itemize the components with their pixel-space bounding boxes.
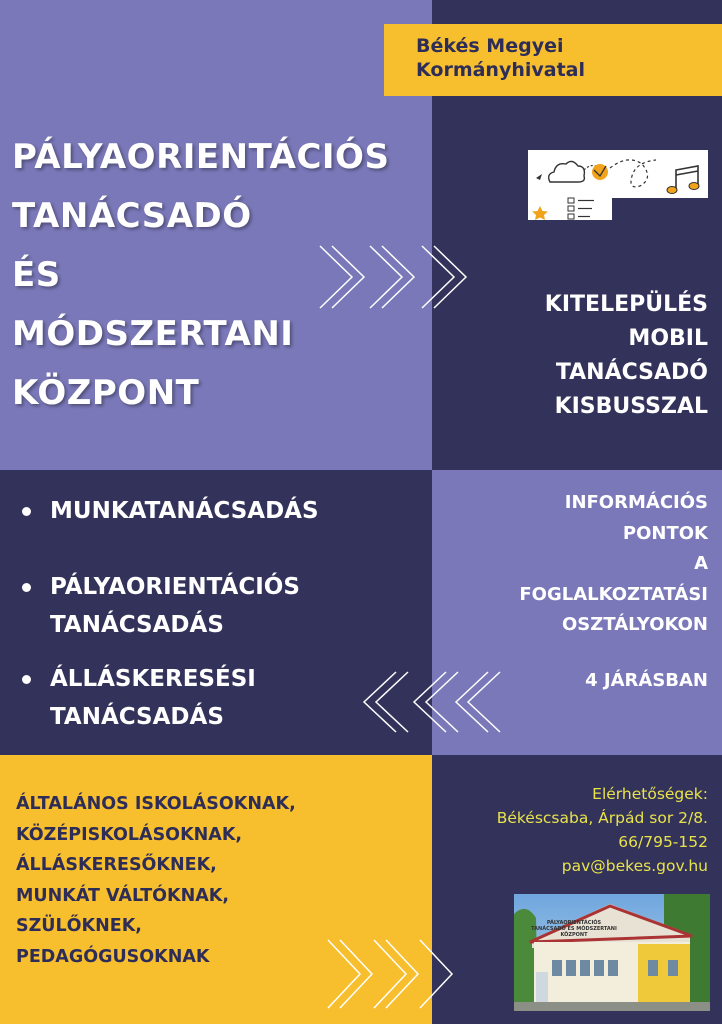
target-group: SZÜLŐKNEK, xyxy=(16,916,142,936)
organization-badge xyxy=(384,24,722,96)
window xyxy=(668,960,678,976)
main-title-line: MÓDSZERTANI xyxy=(12,314,294,354)
target-group: MUNKÁT VÁLTÓKNAK, xyxy=(16,885,229,906)
service-item xyxy=(22,568,319,644)
service-label: MUNKATANÁCSADÁS xyxy=(50,498,319,524)
organization-name-line1: Békés Megyei xyxy=(416,35,564,57)
target-groups xyxy=(16,789,296,972)
info-line: INFORMÁCIÓS xyxy=(564,492,708,513)
target-group: ÁLLÁSKERESŐKNEK, xyxy=(16,855,217,875)
window xyxy=(648,960,658,976)
pavement xyxy=(514,1002,710,1011)
mobile-consulting-text xyxy=(545,288,708,424)
target-group: PEDAGÓGUSOKNAK xyxy=(16,946,210,967)
info-line: A xyxy=(694,553,708,574)
mobile-line: MOBIL xyxy=(628,326,708,351)
organization-name-line2: Kormányhivatal xyxy=(416,59,586,81)
building-photo xyxy=(514,894,710,1011)
main-title-line: PÁLYAORIENTÁCIÓS xyxy=(12,137,390,177)
sign-line: KÖZPONT xyxy=(560,932,588,938)
service-label: ÁLLÁSKERESÉSI xyxy=(50,666,256,692)
target-group: KÖZÉPISKOLÁSOKNAK, xyxy=(16,824,243,845)
contact-heading: Elérhetőségek: xyxy=(592,785,708,803)
service-label: PÁLYAORIENTÁCIÓS xyxy=(50,574,300,600)
building-wing xyxy=(638,944,690,1004)
mobile-line: KITELEPÜLÉS xyxy=(544,292,708,317)
main-title-line: TANÁCSADÓ xyxy=(12,196,252,236)
window xyxy=(608,960,618,976)
info-districts: 4 JÁRÁSBAN xyxy=(585,669,708,691)
contact-email[interactable]: pav@bekes.gov.hu xyxy=(561,857,708,875)
sign-line: PÁLYAORIENTÁCIÓS xyxy=(546,920,602,926)
main-title-line: KÖZPONT xyxy=(12,373,200,413)
main-title-line: ÉS xyxy=(12,255,61,295)
window xyxy=(594,960,604,976)
target-group: ÁLTALÁNOS ISKOLÁSOKNAK, xyxy=(16,794,296,814)
contact-info xyxy=(497,782,708,878)
service-label: TANÁCSADÁS xyxy=(50,704,224,730)
service-label: TANÁCSADÁS xyxy=(50,612,224,638)
window xyxy=(552,960,562,976)
service-item xyxy=(22,660,319,736)
chevron-right-icon xyxy=(318,244,482,310)
bullet-icon xyxy=(22,675,31,684)
info-line: FOGLALKOZTATÁSI xyxy=(519,583,708,605)
chevron-right-icon xyxy=(326,938,456,1010)
mobile-line: TANÁCSADÓ xyxy=(555,360,708,385)
door xyxy=(536,972,548,1004)
bullet-icon xyxy=(22,583,31,592)
contact-phone[interactable]: 66/795-152 xyxy=(618,833,708,851)
services-list xyxy=(22,492,319,736)
window xyxy=(580,960,590,976)
bullet-icon xyxy=(22,507,31,516)
contact-address: Békéscsaba, Árpád sor 2/8. xyxy=(496,809,708,827)
sign-line: TANÁCSADÓ ÉS MÓDSZERTANI xyxy=(531,926,617,932)
logo-card xyxy=(528,150,708,220)
info-line: PONTOK xyxy=(622,522,708,544)
info-points-text xyxy=(519,488,708,696)
chevron-left-icon xyxy=(362,670,504,734)
window xyxy=(566,960,576,976)
info-line: OSZTÁLYOKON xyxy=(562,614,708,635)
mobile-line: KISBUSSZAL xyxy=(554,394,708,419)
service-item xyxy=(22,492,319,530)
